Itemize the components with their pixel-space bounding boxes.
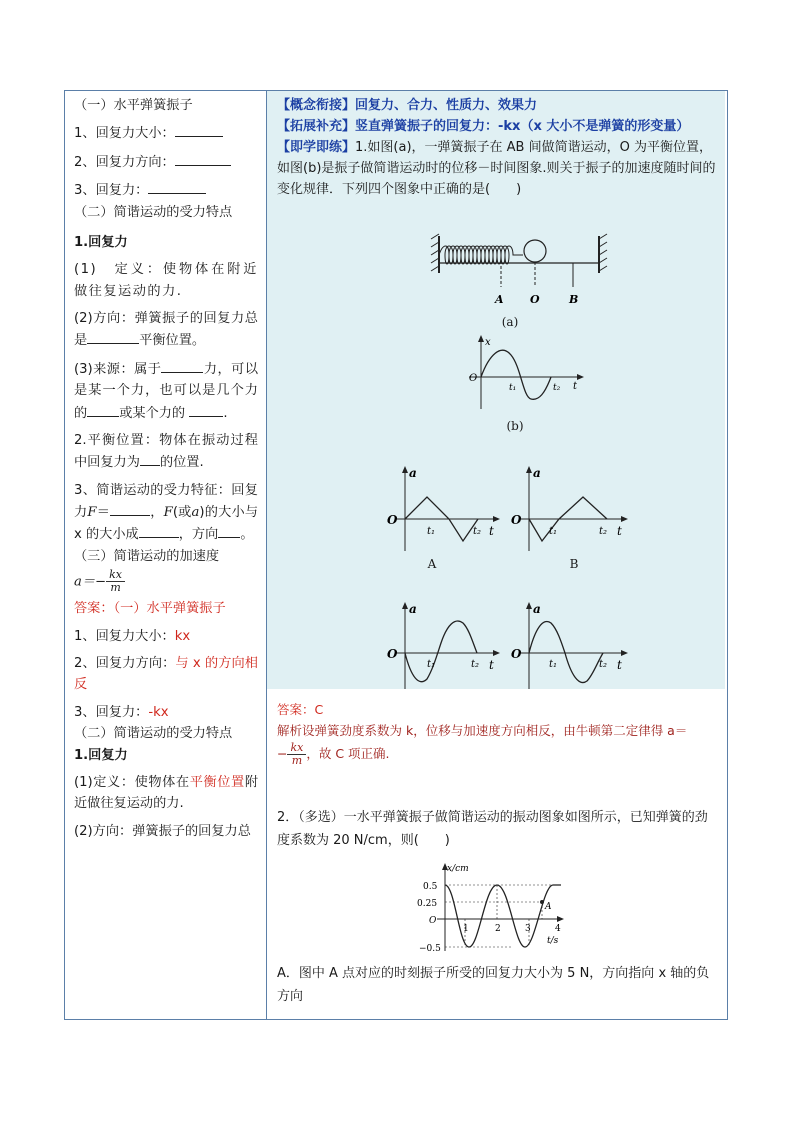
q2-point-label: A <box>545 902 552 912</box>
right-wall-hatch <box>599 234 607 271</box>
option-c-curve <box>405 621 480 682</box>
concept-link: 【概念衔接】回复力、合力、性质力、效果力 <box>277 98 538 113</box>
option-a-t1: t₁ <box>427 526 436 537</box>
section-3-title: （三）简谐运动的加速度 <box>74 548 220 564</box>
acceleration-formula: a＝− $\frac{kx}{m}$ <box>74 569 258 594</box>
question-2: 2．（多选）一水平弹簧振子做简谐运动的振动图象如图所示，已知弹簧的劲度系数为 20 N/cm，则( ) <box>277 810 708 848</box>
point-a-marker <box>540 900 544 904</box>
section-2-title: （二）简谐运动的受力特点 <box>74 204 233 220</box>
displacement-time-graph <box>459 333 589 413</box>
option-b-graph <box>499 463 629 553</box>
figure-b-caption: (b) <box>506 419 524 433</box>
q2-ytick-025: 0.25 <box>417 899 438 909</box>
label-a: A <box>495 293 504 306</box>
option-b-label: B <box>569 557 579 571</box>
section-1-title: （一）水平弹簧振子 <box>74 98 193 113</box>
option-b-t-label: t <box>617 524 622 538</box>
option-d-origin: O <box>511 647 522 661</box>
answer-label: 答案：（一）水平弹簧振子 <box>74 601 226 617</box>
answer-block <box>277 699 717 767</box>
answer-item-1: 1、回复力大小：kx <box>74 628 191 644</box>
graph-t-label: t <box>573 381 578 392</box>
q2-ytick-05: 0.5 <box>423 882 438 892</box>
option-a-label: A <box>427 557 437 571</box>
option-a-t2: t₂ <box>473 526 482 537</box>
option-a-axis-label: a <box>409 466 417 480</box>
answer-restoring-heading: 1.回复力 <box>74 747 128 763</box>
graph-x-label: x <box>485 337 491 348</box>
analysis-text: 解析设弹簧劲度系数为 k，位移与加速度方向相反，由牛顿第二定律得 a＝ − $\frac{kx}{m}$ ，故 C 项正确. <box>277 723 688 767</box>
option-d-t2: t₂ <box>599 659 608 670</box>
option-c-origin: O <box>387 647 398 661</box>
option-d-t-label: t <box>617 658 622 672</box>
graph-t1: t₁ <box>509 383 517 393</box>
exercise-column <box>267 91 727 1019</box>
graph-origin: O <box>469 373 478 384</box>
force-feature-text: 3、简谐运动的受力特征：回复力F＝ ，F(或a)的大小与 x 的大小成 ，方向 。 <box>74 482 259 543</box>
q2-ytick-neg05: −0.5 <box>419 944 441 953</box>
question-2-option-a: A．图中 A 点对应的时刻振子所受的回复力大小为 5 N，方向指向 x 轴的负方向 <box>277 966 710 1004</box>
option-d-graph <box>499 599 629 691</box>
left-wall-hatch <box>431 234 439 271</box>
option-c-t-label: t <box>489 658 494 672</box>
extension-note: 【拓展补充】竖直弹簧振子的回复力：-kx（x 大小不是弹簧的形变量） <box>277 119 690 135</box>
vibration-curve <box>445 885 561 947</box>
option-c-axis-label: a <box>409 602 417 616</box>
answer-text: 答案：C <box>277 702 324 717</box>
answer-item-3: 3、回复力：-kx <box>74 704 169 720</box>
restoring-force-heading: 1.回复力 <box>74 234 128 250</box>
answer-definition: (1)定义：使物体在平衡位置附近做往复运动的力. <box>74 774 258 812</box>
option-a-t-label: t <box>489 524 494 538</box>
option-c-t1: t₁ <box>427 659 436 670</box>
option-b-t1: t₁ <box>549 526 558 537</box>
answer-direction: (2)方向：弹簧振子的回复力总 <box>74 823 251 839</box>
fill-item-3: 3、回复力： <box>74 179 258 201</box>
q2-vibration-graph <box>411 861 571 953</box>
option-c-graph <box>375 599 500 691</box>
option-c-t2: t₂ <box>471 659 480 670</box>
fill-item-2: 2、回复力方向： <box>74 151 258 173</box>
equilibrium-text: 2.平衡位置：物体在振动过程中回复力为 的位置. <box>74 432 258 471</box>
answer-section-2: （二）简谐运动的受力特点 <box>74 726 233 742</box>
q2-xtick-3: 3 <box>525 924 531 934</box>
q2-origin: O <box>429 916 437 926</box>
oscillator-mass <box>524 240 546 262</box>
q2-xtick-4: 4 <box>555 924 561 934</box>
definition-text: (1) 定义：使物体在附近做往复运动的力. <box>74 262 258 299</box>
answer-item-2: 2、回复力方向：与 x 的方向相反 <box>74 656 258 693</box>
notes-column <box>65 91 267 1019</box>
graph-t2: t₂ <box>553 383 561 393</box>
fill-item-1: 1、回复力大小： <box>74 122 258 144</box>
option-b-axis-label: a <box>533 466 541 480</box>
option-a-graph <box>375 463 500 553</box>
q2-x-label: t/s <box>547 936 559 946</box>
source-text: (3)来源：属于 力，可以是某一个力，也可以是几个力的 或某个力的 . <box>74 358 258 424</box>
q2-xtick-2: 2 <box>495 924 501 934</box>
label-b: B <box>569 293 579 306</box>
q2-xtick-1: 1 <box>463 924 469 934</box>
question-1: 【即学即练】1.如图(a)，一弹簧振子在 AB 间做简谐运动，O 为平衡位置，如图(b)是振子做简谐运动时的位移－时间图象.则关于振子的加速度随时间的变化规律．下列四个图象中正确的是( ) <box>277 140 716 198</box>
figure-a-caption: (a) <box>501 315 519 329</box>
x-axis-arrow <box>478 335 484 342</box>
label-o: O <box>530 293 540 306</box>
worksheet-table <box>64 90 728 1020</box>
q2-y-label: x/cm <box>447 864 469 874</box>
option-b-t2: t₂ <box>599 526 608 537</box>
spring-coil <box>439 246 523 264</box>
option-d-t1: t₁ <box>549 659 558 670</box>
option-d-curve <box>529 621 603 682</box>
option-a-origin: O <box>387 513 398 527</box>
option-d-axis-label: a <box>533 602 541 616</box>
t-axis-arrow <box>577 374 584 380</box>
option-b-origin: O <box>511 513 522 527</box>
direction-text: (2)方向：弹簧振子的回复力总是 平衡位置。 <box>74 311 258 349</box>
